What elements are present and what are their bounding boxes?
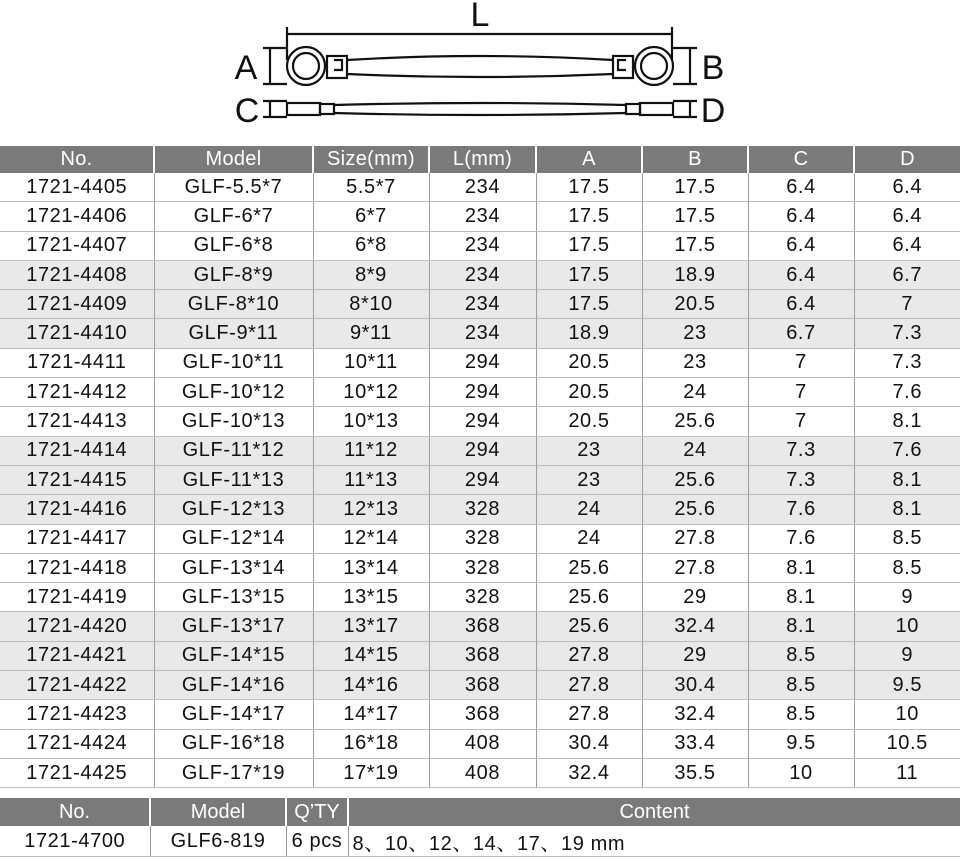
cell-a: 17.5 [536,173,642,202]
cell-size: 5.5*7 [313,173,429,202]
set-table-header [0,798,960,826]
cell-c: 6.4 [748,231,854,260]
spec-table-body [0,173,960,788]
cell-no: 1721-4417 [0,524,154,553]
cell-d: 6.7 [854,260,960,289]
cell-b: 24 [642,378,748,407]
header-size: Size(mm) [313,146,429,173]
cell-model: GLF-11*12 [154,436,313,465]
cell-size: 14*17 [313,700,429,729]
cell-length: 294 [429,465,536,494]
cell-no: 1721-4418 [0,553,154,582]
cell-d: 7.6 [854,378,960,407]
cell-a: 24 [536,495,642,524]
cell-b: 17.5 [642,231,748,260]
header-length: L(mm) [429,146,536,173]
cell-d: 8.5 [854,524,960,553]
header-c: C [748,146,854,173]
cell-no: 1721-4411 [0,348,154,377]
cell-c: 8.1 [748,553,854,582]
cell-a: 32.4 [536,758,642,787]
cell-b: 27.8 [642,553,748,582]
cell-model: GLF-6*7 [154,202,313,231]
cell-c: 7 [748,407,854,436]
cell-model: GLF-16*18 [154,729,313,758]
cell-d: 7.3 [854,348,960,377]
cell-c: 7.3 [748,436,854,465]
cell-model: GLF-17*19 [154,758,313,787]
header-model: Model [154,146,313,173]
cell-d: 6.4 [854,173,960,202]
cell-b: 25.6 [642,407,748,436]
cell-d: 8.1 [854,407,960,436]
spec-table [0,146,960,788]
cell-b: 29 [642,583,748,612]
set-header-no: No. [0,798,150,826]
cell-d: 7 [854,290,960,319]
label-d: D [700,92,726,130]
cell-size: 11*13 [313,465,429,494]
set-cell-no: 1721-4700 [0,826,150,857]
header-b: B [642,146,748,173]
cell-b: 17.5 [642,173,748,202]
label-b: B [701,49,725,87]
cell-d: 7.6 [854,436,960,465]
table-row [0,553,960,582]
cell-d: 9.5 [854,671,960,700]
dimension-c-bracket [263,101,287,117]
cell-model: GLF-14*16 [154,671,313,700]
cell-c: 8.1 [748,612,854,641]
cell-size: 17*19 [313,758,429,787]
table-row [0,671,960,700]
cell-length: 368 [429,641,536,670]
cell-a: 27.8 [536,671,642,700]
cell-model: GLF-8*9 [154,260,313,289]
cell-b: 20.5 [642,290,748,319]
table-row [0,826,960,857]
cell-c: 7 [748,348,854,377]
cell-a: 30.4 [536,729,642,758]
cell-size: 14*16 [313,671,429,700]
dimension-d-bracket [673,101,697,117]
wrench-side-view [287,103,673,115]
table-row [0,378,960,407]
header-a: A [536,146,642,173]
cell-c: 8.5 [748,700,854,729]
cell-model: GLF-6*8 [154,231,313,260]
cell-no: 1721-4424 [0,729,154,758]
cell-no: 1721-4422 [0,671,154,700]
cell-size: 10*13 [313,407,429,436]
cell-c: 8.1 [748,583,854,612]
cell-length: 328 [429,553,536,582]
dimension-b-bracket [673,48,697,84]
cell-length: 294 [429,378,536,407]
cell-b: 35.5 [642,758,748,787]
table-row [0,348,960,377]
cell-length: 234 [429,260,536,289]
label-a: A [234,49,258,87]
cell-a: 23 [536,465,642,494]
table-row [0,260,960,289]
cell-size: 8*9 [313,260,429,289]
cell-a: 17.5 [536,202,642,231]
cell-d: 8.5 [854,553,960,582]
cell-a: 17.5 [536,290,642,319]
label-length: L [470,0,490,34]
cell-no: 1721-4414 [0,436,154,465]
cell-size: 16*18 [313,729,429,758]
cell-b: 17.5 [642,202,748,231]
cell-d: 11 [854,758,960,787]
cell-no: 1721-4416 [0,495,154,524]
cell-size: 8*10 [313,290,429,319]
cell-no: 1721-4413 [0,407,154,436]
cell-model: GLF-11*13 [154,465,313,494]
cell-b: 23 [642,348,748,377]
cell-d: 10.5 [854,729,960,758]
cell-no: 1721-4419 [0,583,154,612]
dimension-a-bracket [263,48,287,84]
cell-a: 20.5 [536,407,642,436]
cell-d: 8.1 [854,465,960,494]
table-row [0,173,960,202]
cell-length: 294 [429,348,536,377]
cell-a: 25.6 [536,553,642,582]
table-row [0,729,960,758]
cell-model: GLF-13*15 [154,583,313,612]
table-row [0,202,960,231]
set-cell-content: 8、10、12、14、17、19 mm [348,826,960,857]
cell-length: 408 [429,729,536,758]
cell-model: GLF-13*17 [154,612,313,641]
cell-a: 23 [536,436,642,465]
table-row [0,524,960,553]
cell-d: 9 [854,641,960,670]
cell-a: 27.8 [536,641,642,670]
header-d: D [854,146,960,173]
cell-b: 24 [642,436,748,465]
set-cell-model: GLF6-819 [150,826,286,857]
cell-c: 7 [748,378,854,407]
cell-model: GLF-14*15 [154,641,313,670]
cell-c: 10 [748,758,854,787]
cell-a: 25.6 [536,612,642,641]
wrench-dimension-diagram [0,0,960,140]
cell-length: 368 [429,671,536,700]
cell-size: 12*13 [313,495,429,524]
cell-a: 27.8 [536,700,642,729]
header-no: No. [0,146,154,173]
cell-no: 1721-4415 [0,465,154,494]
cell-length: 234 [429,319,536,348]
cell-d: 6.4 [854,231,960,260]
cell-a: 25.6 [536,583,642,612]
cell-no: 1721-4412 [0,378,154,407]
cell-size: 13*15 [313,583,429,612]
cell-c: 6.4 [748,173,854,202]
table-row [0,290,960,319]
cell-a: 20.5 [536,348,642,377]
cell-b: 25.6 [642,495,748,524]
cell-b: 30.4 [642,671,748,700]
cell-no: 1721-4420 [0,612,154,641]
cell-length: 234 [429,173,536,202]
cell-length: 294 [429,407,536,436]
cell-d: 9 [854,583,960,612]
cell-model: GLF-8*10 [154,290,313,319]
table-row [0,436,960,465]
cell-a: 18.9 [536,319,642,348]
cell-b: 25.6 [642,465,748,494]
cell-c: 8.5 [748,671,854,700]
cell-model: GLF-12*13 [154,495,313,524]
table-row [0,700,960,729]
cell-b: 32.4 [642,700,748,729]
set-header-model: Model [150,798,286,826]
cell-b: 18.9 [642,260,748,289]
cell-size: 6*8 [313,231,429,260]
cell-length: 328 [429,495,536,524]
table-row [0,407,960,436]
cell-size: 9*11 [313,319,429,348]
cell-c: 9.5 [748,729,854,758]
cell-d: 6.4 [854,202,960,231]
table-row [0,231,960,260]
label-c: C [234,92,260,130]
cell-size: 13*14 [313,553,429,582]
cell-b: 27.8 [642,524,748,553]
cell-a: 20.5 [536,378,642,407]
set-table-body [0,826,960,857]
cell-no: 1721-4421 [0,641,154,670]
cell-size: 13*17 [313,612,429,641]
cell-c: 7.3 [748,465,854,494]
cell-no: 1721-4423 [0,700,154,729]
cell-a: 24 [536,524,642,553]
cell-no: 1721-4406 [0,202,154,231]
cell-length: 328 [429,583,536,612]
cell-c: 6.7 [748,319,854,348]
set-header-content: Content [348,798,960,826]
cell-model: GLF-10*12 [154,378,313,407]
cell-d: 10 [854,612,960,641]
table-row [0,495,960,524]
set-cell-qty: 6 pcs [286,826,348,857]
cell-size: 14*15 [313,641,429,670]
cell-length: 368 [429,700,536,729]
cell-no: 1721-4405 [0,173,154,202]
cell-b: 29 [642,641,748,670]
cell-no: 1721-4408 [0,260,154,289]
cell-size: 10*12 [313,378,429,407]
cell-length: 234 [429,202,536,231]
cell-no: 1721-4425 [0,758,154,787]
cell-c: 6.4 [748,260,854,289]
cell-a: 17.5 [536,260,642,289]
cell-model: GLF-12*14 [154,524,313,553]
cell-c: 6.4 [748,290,854,319]
cell-length: 408 [429,758,536,787]
cell-d: 10 [854,700,960,729]
cell-a: 17.5 [536,231,642,260]
cell-size: 12*14 [313,524,429,553]
cell-no: 1721-4407 [0,231,154,260]
cell-no: 1721-4409 [0,290,154,319]
table-row [0,319,960,348]
set-header-qty: Q’TY [286,798,348,826]
cell-length: 234 [429,290,536,319]
cell-b: 33.4 [642,729,748,758]
cell-d: 7.3 [854,319,960,348]
cell-size: 11*12 [313,436,429,465]
cell-d: 8.1 [854,495,960,524]
spec-table-header [0,146,960,173]
set-table [0,798,960,857]
cell-b: 23 [642,319,748,348]
cell-length: 328 [429,524,536,553]
cell-size: 10*11 [313,348,429,377]
wrench-top-view [287,47,673,85]
table-row [0,465,960,494]
cell-model: GLF-10*11 [154,348,313,377]
cell-c: 8.5 [748,641,854,670]
cell-c: 6.4 [748,202,854,231]
cell-model: GLF-9*11 [154,319,313,348]
cell-c: 7.6 [748,524,854,553]
table-row [0,641,960,670]
table-row [0,583,960,612]
table-row [0,758,960,787]
cell-model: GLF-5.5*7 [154,173,313,202]
cell-model: GLF-13*14 [154,553,313,582]
cell-length: 234 [429,231,536,260]
cell-length: 294 [429,436,536,465]
cell-length: 368 [429,612,536,641]
table-row [0,612,960,641]
cell-model: GLF-10*13 [154,407,313,436]
cell-model: GLF-14*17 [154,700,313,729]
cell-size: 6*7 [313,202,429,231]
cell-b: 32.4 [642,612,748,641]
cell-c: 7.6 [748,495,854,524]
cell-no: 1721-4410 [0,319,154,348]
